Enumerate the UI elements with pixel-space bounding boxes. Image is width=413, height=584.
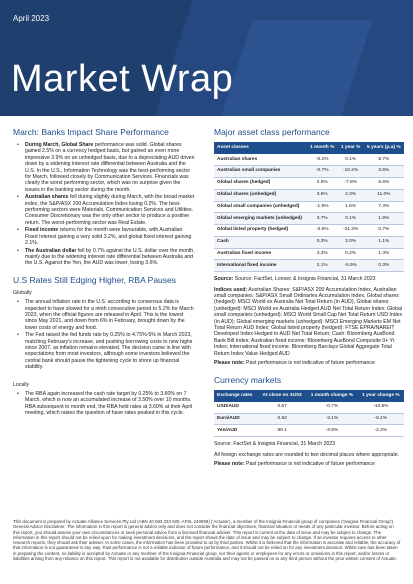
rounding-note: All foreign exchange rates are rounded to two decimal places where appropriate. (214, 451, 400, 458)
table-row (214, 413, 404, 425)
table-cell: 0.2% (338, 248, 364, 260)
column-header: 1 month change % (306, 390, 357, 402)
table-row (214, 213, 404, 225)
indices-text: Australian Shares: S&P/ASX 200 Accumulation Index, Australian small companies: S&P/ASX Small Ordinaries Accumulation Index, Global shares (hedged): MSCI World ex Australia Net Total Return (in AUD), Global shares (unhedged): MSCI World ex Australia Hedged AUD Net Total Return Index; Global small companies (unhedged): MSCI World Small Cap Net Total Return USD Index (in AUD); Global emerging markets (unhedged): MSCI Emerging Markets EM Net Total Return AUD Index; Global listed property (hedged): FTSE EPRA/NAREIT Developed Index Hedged to AUD Net Total Return; Cash: Bloomberg AusBond Bank Bill Index; Australian fixed income: Bloomberg AusBond Composite 0+ Yr Index; International fixed income: Bloomberg Barclays Global Aggregate Total Return Index Value Hedged AUD (214, 286, 403, 357)
table-header-row (214, 142, 404, 154)
table-cell: -8.1% (358, 413, 404, 425)
note-text: Past performance is not indicative of future performance (244, 360, 375, 367)
table-cell: -0.2% (307, 154, 338, 165)
asset-table-body (214, 154, 404, 271)
table-row (214, 189, 404, 201)
table-cell: 0.67 (258, 402, 306, 413)
column-header: 5 years (p.a) % (364, 142, 404, 154)
table-row (214, 177, 404, 189)
list-item (25, 194, 196, 226)
right-column (214, 122, 404, 467)
table-cell: -3.6% (306, 425, 357, 437)
list-item: • The Fed raised the fed funds rate by 0.25% to 4.75%-5% in March 2023, matching February's increase, and pushing borrowing costs to new highs since 2007, as inflation remains elevated. The decision came in line with expectations from most investors, although some investors believed the central bank should pause the tightening cycle to shore up financial stability. (25, 332, 196, 370)
asset-class-table (214, 142, 404, 272)
table-cell: 0.3% (364, 260, 404, 272)
table-cell: -0.7% (306, 402, 357, 413)
table-cell: -3.9% (307, 225, 338, 237)
bullet-text: returns for the month were favourable, with Australian Fixed Interest gaining a very solid 3.2%, and global fixed interest gaining 2.1%. (25, 227, 192, 247)
section-title-currency: Currency markets (214, 374, 282, 385)
table-cell: 1.1% (364, 236, 404, 248)
table-cell: 1.3% (364, 248, 404, 260)
table-row (214, 260, 404, 272)
table-cell: 1.9% (364, 213, 404, 225)
column-header: At close on 31/03 (258, 390, 306, 402)
bullet-text: fell during slightly during March, with the broad market index, the S&P/ASX 200 Accumulation Index losing 0.2%. The best-performing sectors were Materials, Communication Services and Utilities. Consumer Discretionary was the only other sector to produce a positive return. The worst-performing sector was Real Estate. (25, 194, 195, 226)
column-header: Exchange rates (214, 390, 258, 402)
disclaimer-footer: This document is prepared by Actuate Alliance Services Pty Ltd (ABN 40 083 233 925, AFSL 240959) ('Actuate'), a member of the Insignia Financial group of companies ('Insignia Financial Group'). General Advice Disclaimer: The information in this report is general advice only and does not consider the financial objectives, financial situation or needs of any particular investor. Before acting on this report, you should assess your own circumstances or seek personal advice from a licensed financial adviser. This report is current at the date of issue and may be subject to change. The information in this report should not be relied upon for making investment decisions, and the report shows the date of issue and may be subject to change. If an investor requires access to other research reports, they should ask their adviser. In some cases, the information has been provided to us by third parties. Whilst it is believed that the information is accurate and reliable, the accuracy of that information is not guaranteed in any way. Past performance is not a reliable indicator of future performance, and it should not be relied on for any investment decision. Whilst care has been taken in preparing the content, no liability is accepted by Actuate or any member of the Insignia Financial group, nor their agents or employees for any errors or omissions in this report, and/or losses or liabilities arising from any reliance on this report. This report is not available for distribution outside Australia and may not be passed on to any third person without the prior written consent of Actuate. (13, 519, 401, 562)
bullet-lead: Fixed income (25, 227, 59, 234)
table-cell: 1.6% (338, 201, 364, 213)
table-cell: 89.1 (258, 425, 306, 437)
table-cell: 0.62 (258, 413, 306, 425)
table-cell: 6.6% (364, 177, 404, 189)
table-cell: 7.3% (364, 201, 404, 213)
table-cell: 3.6% (364, 166, 404, 178)
bullet-lead: The Australian dollar (25, 247, 77, 254)
section-title-asset-class: Major asset class performance (214, 127, 330, 137)
table-row (214, 154, 404, 165)
bullet-lead: Australian shares (25, 194, 69, 201)
table-cell: -2.2% (358, 425, 404, 437)
currency-source: Source: FactSet & Insignia Financial, 31 March 2023 (214, 441, 336, 448)
locally-label: Locally (13, 381, 30, 388)
table-cell: -10.8% (358, 402, 404, 413)
table-cell: 0.3% (307, 236, 338, 248)
row-label: Australian shares (214, 154, 307, 165)
list-item: • The annual inflation rate in the U.S. according to consensus data is expected to have slowed for a ninth consecutive period to 5.2% for March 2023, when the official figures are released in April. This is the lowest since May 2021, and down from 6% in February, brought down by the lower costs of energy and food. (25, 299, 196, 331)
table-header-row (214, 390, 404, 402)
table-cell: -3.1% (306, 413, 357, 425)
row-label: International fixed income (214, 260, 307, 272)
table-cell: 4.3% (338, 189, 364, 201)
table-cell: 3.2% (307, 248, 338, 260)
table-cell: 3.6% (307, 189, 338, 201)
currency-table (214, 390, 404, 438)
table-cell: 0.1% (338, 213, 364, 225)
hero-banner (0, 0, 413, 116)
table-cell: -7.8% (338, 177, 364, 189)
list-item (25, 142, 196, 193)
row-label: Global shares (unhedged) (214, 189, 307, 201)
locally-bullets (13, 391, 196, 417)
table-row (214, 201, 404, 213)
list-item (25, 248, 196, 267)
left-column (13, 122, 196, 418)
note-lead: Please note: (214, 461, 245, 468)
table-cell: -1.9% (307, 201, 338, 213)
table-row (214, 425, 404, 437)
march-bullets (13, 142, 196, 267)
past-performance-note (214, 360, 404, 366)
row-label: Global small companies (unhedged) (214, 201, 307, 213)
row-label: Yen/AUD (214, 425, 258, 437)
table-cell: -21.3% (338, 225, 364, 237)
table-cell: 2.1% (307, 260, 338, 272)
table-row (214, 166, 404, 178)
section-title-march: March: Banks Impact Share Performance (13, 127, 169, 137)
row-label: Global emerging markets (unhedged) (214, 213, 307, 225)
section-title-rates: U.S Rates Still Edging Higher, RBA Pauses (13, 274, 176, 285)
asset-table-source: Source: Source: FactSet, Lonsec & Insignia Financial, 31 March 2023 (214, 276, 376, 283)
table-cell: 2.0% (338, 236, 364, 248)
table-row (214, 402, 404, 413)
bullet-text: performance was solid. Global shares gained 2.5% on a currency hedged basis, but gained an even more impressive 3.9% on an unhedged basis, due to a depreciating AUD driven down by a widening interest rate differential between Australia and the U.S. In the U.S., Information Technology was the best-performing sector for March, followed closely by Communication Services. Financials was clearly the worst performing sector, which was no surprise given the issues in the banking sector during the month. (25, 142, 195, 193)
row-label: Cash (214, 236, 307, 248)
currency-table-body (214, 402, 404, 437)
table-cell: 2.5% (307, 177, 338, 189)
column-header: 1 month % (307, 142, 338, 154)
table-cell: 8.7% (364, 154, 404, 165)
table-cell: 0.1% (338, 154, 364, 165)
indices-lead: Indices used: (214, 286, 248, 293)
table-cell: 11.0% (364, 189, 404, 201)
row-label: Euro/AUD (214, 413, 258, 425)
globally-label: Globally (13, 289, 32, 296)
table-cell: -0.7% (307, 166, 338, 178)
table-cell: 0.7% (364, 225, 404, 237)
bullet-lead: During March, Global Share (25, 142, 94, 148)
table-cell: 3.7% (307, 213, 338, 225)
note-text: Past performance is not indicative of future performance (244, 461, 375, 468)
row-label: USD/AUD (214, 402, 258, 413)
globally-bullets (13, 299, 196, 370)
source-text: Source: FactSet, Lonsec & Insignia Financial, 31 March 2023 (234, 276, 376, 283)
currency-past-performance-note (214, 461, 404, 467)
table-row (214, 225, 404, 237)
row-label: Global listed property (hedged) (214, 225, 307, 237)
row-label: Global shares (hedged) (214, 177, 307, 189)
row-label: Australian fixed income (214, 248, 307, 260)
issue-date: April 2023 (13, 14, 50, 23)
row-label: Australian small companies (214, 166, 307, 178)
column-header: Asset classes (214, 142, 307, 154)
list-item: • The RBA again increased the cash rate target by 0.25% to 3.60% on 7 March, which is now an accumulated increase of 3.50% over 10 months. RBA subsequent to month end, the RBA held rates at 3.60% at their April meeting, which raises the question of have rates peaked in this cycle. (25, 391, 196, 417)
table-row (214, 248, 404, 260)
list-item (25, 227, 196, 246)
column-header: 1 year % (338, 142, 364, 154)
table-cell: -10.2% (338, 166, 364, 178)
page-title: Market Wrap (11, 58, 234, 100)
table-row (214, 236, 404, 248)
column-header: 1 year change % (358, 390, 404, 402)
bullet-text: fell by 0.7% against the U.S. dollar over the month, mainly due to the widening interest rate differential between Australia and the U.S. Against the Yen, the AUD was lower, losing 3.6%. (25, 247, 195, 267)
table-cell: -5.5% (338, 260, 364, 272)
indices-used (214, 287, 404, 357)
note-lead: Please note: (214, 360, 245, 367)
